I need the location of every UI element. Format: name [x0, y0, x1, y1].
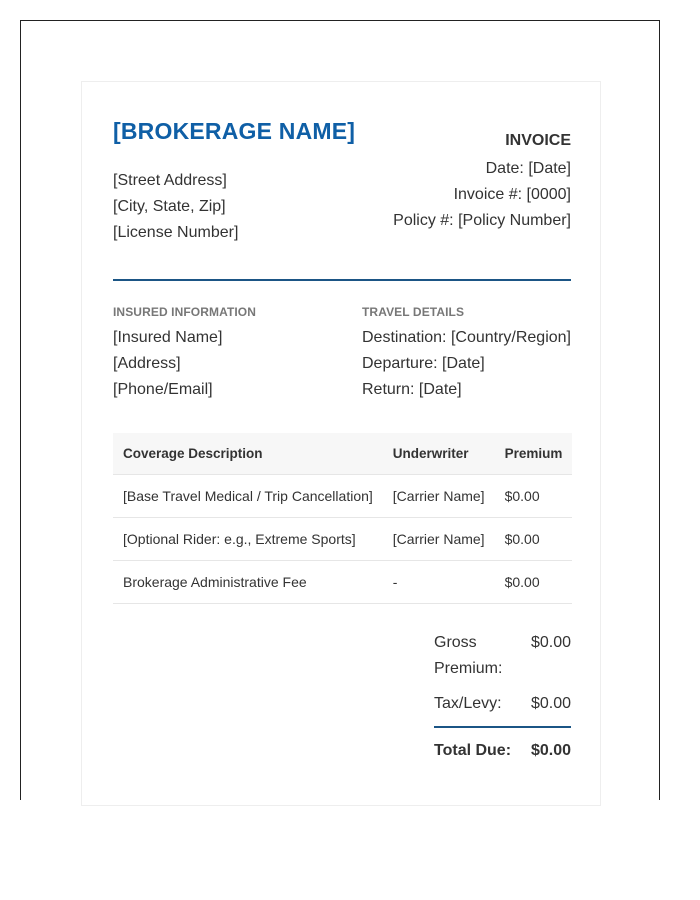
coverage-table — [113, 433, 572, 604]
premium-cell: $0.00 — [495, 517, 573, 560]
totals-section — [434, 630, 571, 764]
coverage-description-cell: Brokerage Administrative Fee — [113, 560, 383, 603]
underwriter-cell: - — [383, 560, 495, 603]
city-state-zip: [City, State, Zip] — [113, 198, 226, 215]
travel-destination: Destination: [Country/Region] — [362, 329, 571, 346]
policy-number: Policy #: [Policy Number] — [393, 212, 571, 229]
header-coverage-description: Coverage Description — [113, 433, 383, 474]
travel-details — [362, 305, 571, 403]
totals-divider — [434, 726, 571, 728]
total-due-value: $0.00 — [530, 741, 571, 759]
tax-levy-label: Tax/Levy: — [434, 694, 502, 712]
brokerage-address — [113, 168, 238, 246]
invoice-number: Invoice #: [0000] — [453, 186, 571, 203]
invoice-date: Date: [Date] — [485, 160, 571, 177]
street-address: [Street Address] — [113, 172, 227, 189]
insured-name: [Insured Name] — [113, 329, 223, 346]
insured-information — [113, 305, 256, 403]
premium-cell: $0.00 — [495, 560, 573, 603]
coverage-description-cell: [Optional Rider: e.g., Extreme Sports] — [113, 517, 383, 560]
tax-levy-value: $0.00 — [530, 694, 571, 712]
header-premium: Premium — [495, 433, 573, 474]
brokerage-name: [BROKERAGE NAME] — [113, 118, 356, 144]
table-row — [113, 560, 572, 603]
travel-departure: Departure: [Date] — [362, 355, 485, 372]
travel-return: Return: [Date] — [362, 381, 462, 398]
insured-address: [Address] — [113, 355, 181, 372]
header-underwriter: Underwriter — [383, 433, 495, 474]
table-row — [113, 517, 572, 560]
invoice-meta — [393, 131, 571, 234]
info-section — [113, 281, 571, 433]
invoice-content — [113, 118, 571, 764]
gross-premium-value: $0.00 — [530, 633, 571, 651]
table-row — [113, 474, 572, 517]
insured-contact: [Phone/Email] — [113, 381, 213, 398]
invoice-title: INVOICE — [505, 132, 571, 149]
license-number: [License Number] — [113, 224, 239, 241]
coverage-description-cell: [Base Travel Medical / Trip Cancellation] — [113, 474, 383, 517]
travel-heading: TRAVEL DETAILS — [362, 305, 465, 319]
gross-premium-label: Gross Premium: — [434, 633, 503, 677]
total-due-row — [434, 738, 571, 764]
invoice-header — [113, 118, 571, 281]
underwriter-cell: [Carrier Name] — [383, 517, 495, 560]
total-due-label: Total Due: — [434, 741, 512, 759]
table-header-row — [113, 433, 572, 474]
insured-heading: INSURED INFORMATION — [113, 305, 257, 319]
premium-cell: $0.00 — [495, 474, 573, 517]
underwriter-cell: [Carrier Name] — [383, 474, 495, 517]
invoice-document — [81, 81, 601, 806]
gross-premium-row — [434, 630, 571, 682]
tax-levy-row — [434, 691, 571, 724]
